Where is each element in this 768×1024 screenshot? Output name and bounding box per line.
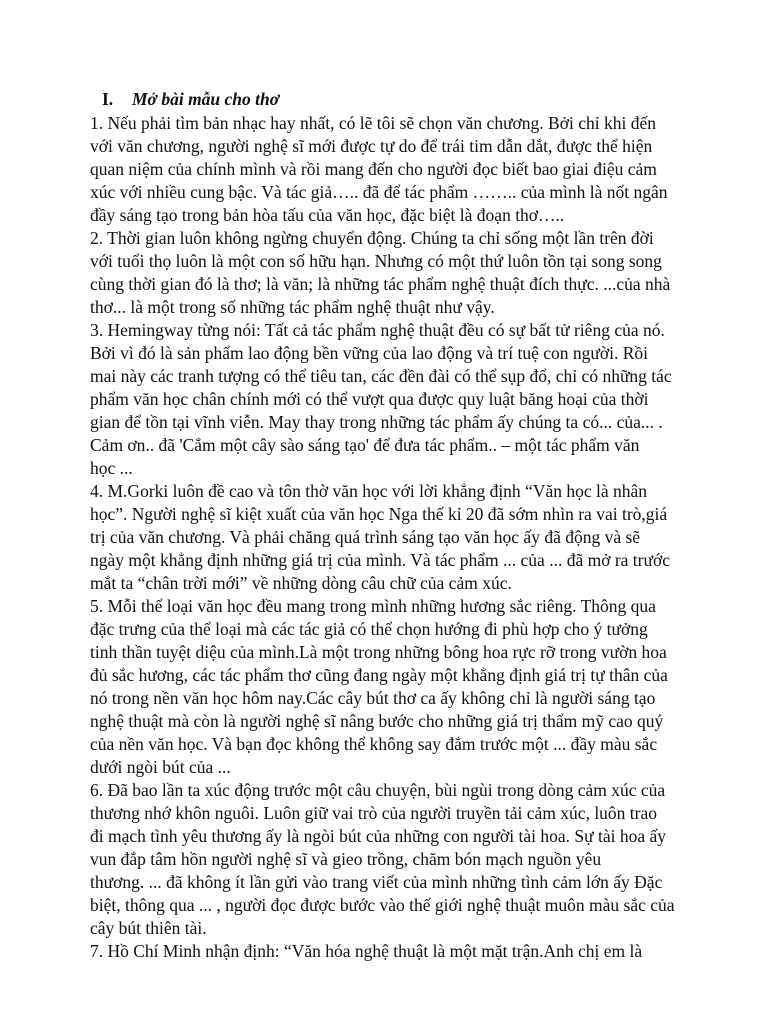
text-line: 2. Thời gian luôn không ngừng chuyển động. Chúng ta chỉ sống một lần trên đời (90, 228, 654, 248)
text-line: quan niệm của chính mình và rồi mang đến cho người đọc biết bao giai điệu cảm (90, 159, 657, 179)
paragraph-3 (90, 319, 672, 480)
paragraph-1 (90, 112, 668, 227)
text-line: 4. M.Gorki luôn đề cao và tôn thờ văn học với lời khẳng định “Văn học là nhân (90, 481, 648, 501)
text-line: 1. Nếu phải tìm bản nhạc hay nhất, có lẽ tôi sẽ chọn văn chương. Bởi chỉ khi đến (90, 113, 656, 133)
text-line: nghệ thuật mà còn là người nghệ sĩ nâng bước cho những giá trị thẩm mỹ cao quý (90, 711, 664, 731)
section-number: I. (102, 89, 114, 109)
text-line: ngày một khẳng định những giá trị của mình. Và tác phẩm ... của ... đã mở ra trước (90, 550, 670, 570)
text-line: đặc trưng của thể loại mà các tác giả có thể chọn hướng đi phù hợp cho ý tưởng (90, 619, 648, 639)
text-line: với văn chương, người nghệ sĩ mới được tự do để trái tim dẫn dắt, được thể hiện (90, 136, 653, 156)
text-line: cùng thời gian đó là thơ; là văn; là những tác phẩm nghệ thuật đích thực. ...của nhà (90, 274, 671, 294)
text-line: đi mạch tình yêu thương ấy là ngòi bút của những con người tài hoa. Sự tài hoa ấy (90, 826, 666, 846)
paragraph-6 (90, 779, 675, 940)
text-line: vun đắp tâm hồn người nghệ sĩ và gieo trồng, chăm bón mạch nguồn yêu (90, 849, 602, 869)
text-line: cây bút thiên tài. (90, 918, 207, 938)
text-line: đầy sáng tạo trong bản hòa tấu của văn học, đặc biệt là đoạn thơ….. (90, 205, 565, 225)
text-line: thương. ... đã không ít lần gửi vào trang viết của mình những tình cảm lớn ấy Đặc (90, 872, 663, 892)
section-heading (102, 88, 664, 111)
text-line: mắt ta “chân trời mới” về những dòng câu chữ của cảm xúc. (90, 573, 512, 593)
text-line: biệt, thông qua ... , người đọc được bước vào thế giới nghệ thuật muôn màu sắc của (90, 895, 675, 915)
text-line: 5. Mỗi thể loại văn học đều mang trong mình những hương sắc riêng. Thông qua (90, 596, 656, 616)
text-line: thơ... là một trong số những tác phẩm nghệ thuật như vậy. (90, 297, 495, 317)
text-line: Bởi vì đó là sản phẩm lao động bền vững của lao động và trí tuệ con người. Rồi (90, 343, 649, 363)
text-line: đủ sắc hương, các tác phẩm thơ cũng đang ngày một khẳng định giá trị tự thân của (90, 665, 668, 685)
text-line: thương nhớ khôn nguôi. Luôn giữ vai trò của người truyền tải cảm xúc, luôn trao (90, 803, 658, 823)
text-line: gian để tồn tại vĩnh viễn. May thay trong những tác phẩm ấy chúng ta có... của... . (90, 412, 663, 432)
text-line: 7. Hồ Chí Minh nhận định: “Văn hóa nghệ thuật là một mặt trận.Anh chị em là (90, 941, 643, 961)
text-line: 6. Đã bao lần ta xúc động trước một câu chuyện, bùi ngùi trong dòng cảm xúc của (90, 780, 666, 800)
text-line: học ... (90, 458, 133, 478)
text-line: học”. Người nghệ sĩ kiệt xuất của văn học Nga thế kỉ 20 đã sớm nhìn ra vai trò,giá (90, 504, 668, 524)
paragraph-2 (90, 227, 671, 319)
text-line: nó trong nền văn học hôm nay.Các cây bút thơ ca ấy không chỉ là người sáng tạo (90, 688, 656, 708)
text-line: dưới ngòi bút của ... (90, 757, 231, 777)
text-line: với tuổi thọ luôn là một con số hữu hạn. Nhưng có một thứ luôn tồn tại song song (90, 251, 662, 271)
document-body (90, 112, 675, 963)
text-line: tinh thần tuyệt diệu của mình.Là một trong những bông hoa rực rỡ trong vườn hoa (90, 642, 667, 662)
text-line: trị của văn chương. Và phải chăng quá trình sáng tạo văn học ấy đã động và sẽ (90, 527, 641, 547)
text-line: Cảm ơn.. đã 'Cắm một cây sào sáng tạo' để đưa tác phẩm.. – một tác phẩm văn (90, 435, 640, 455)
text-line: phẩm văn học chân chính mới có thể vượt qua được quy luật băng hoại của thời (90, 389, 649, 409)
text-line: mai này các tranh tượng có thể tiêu tan, các đền đài có thể sụp đổ, chỉ có những tác (90, 366, 672, 386)
section-title: Mở bài mẫu cho thơ (132, 89, 280, 109)
paragraph-7 (90, 940, 664, 963)
paragraph-4 (90, 480, 670, 595)
text-line: 3. Hemingway từng nói: Tất cả tác phẩm nghệ thuật đều có sự bất tử riêng của nó. (90, 320, 665, 340)
text-line: xúc với nhiều cung bậc. Và tác giả….. đã để tác phẩm …….. của mình là nốt ngân (90, 182, 668, 202)
paragraph-5 (90, 595, 668, 779)
text-line: của nền văn học. Và bạn đọc không thể không say đắm trước một ... đầy màu sắc (90, 734, 658, 754)
